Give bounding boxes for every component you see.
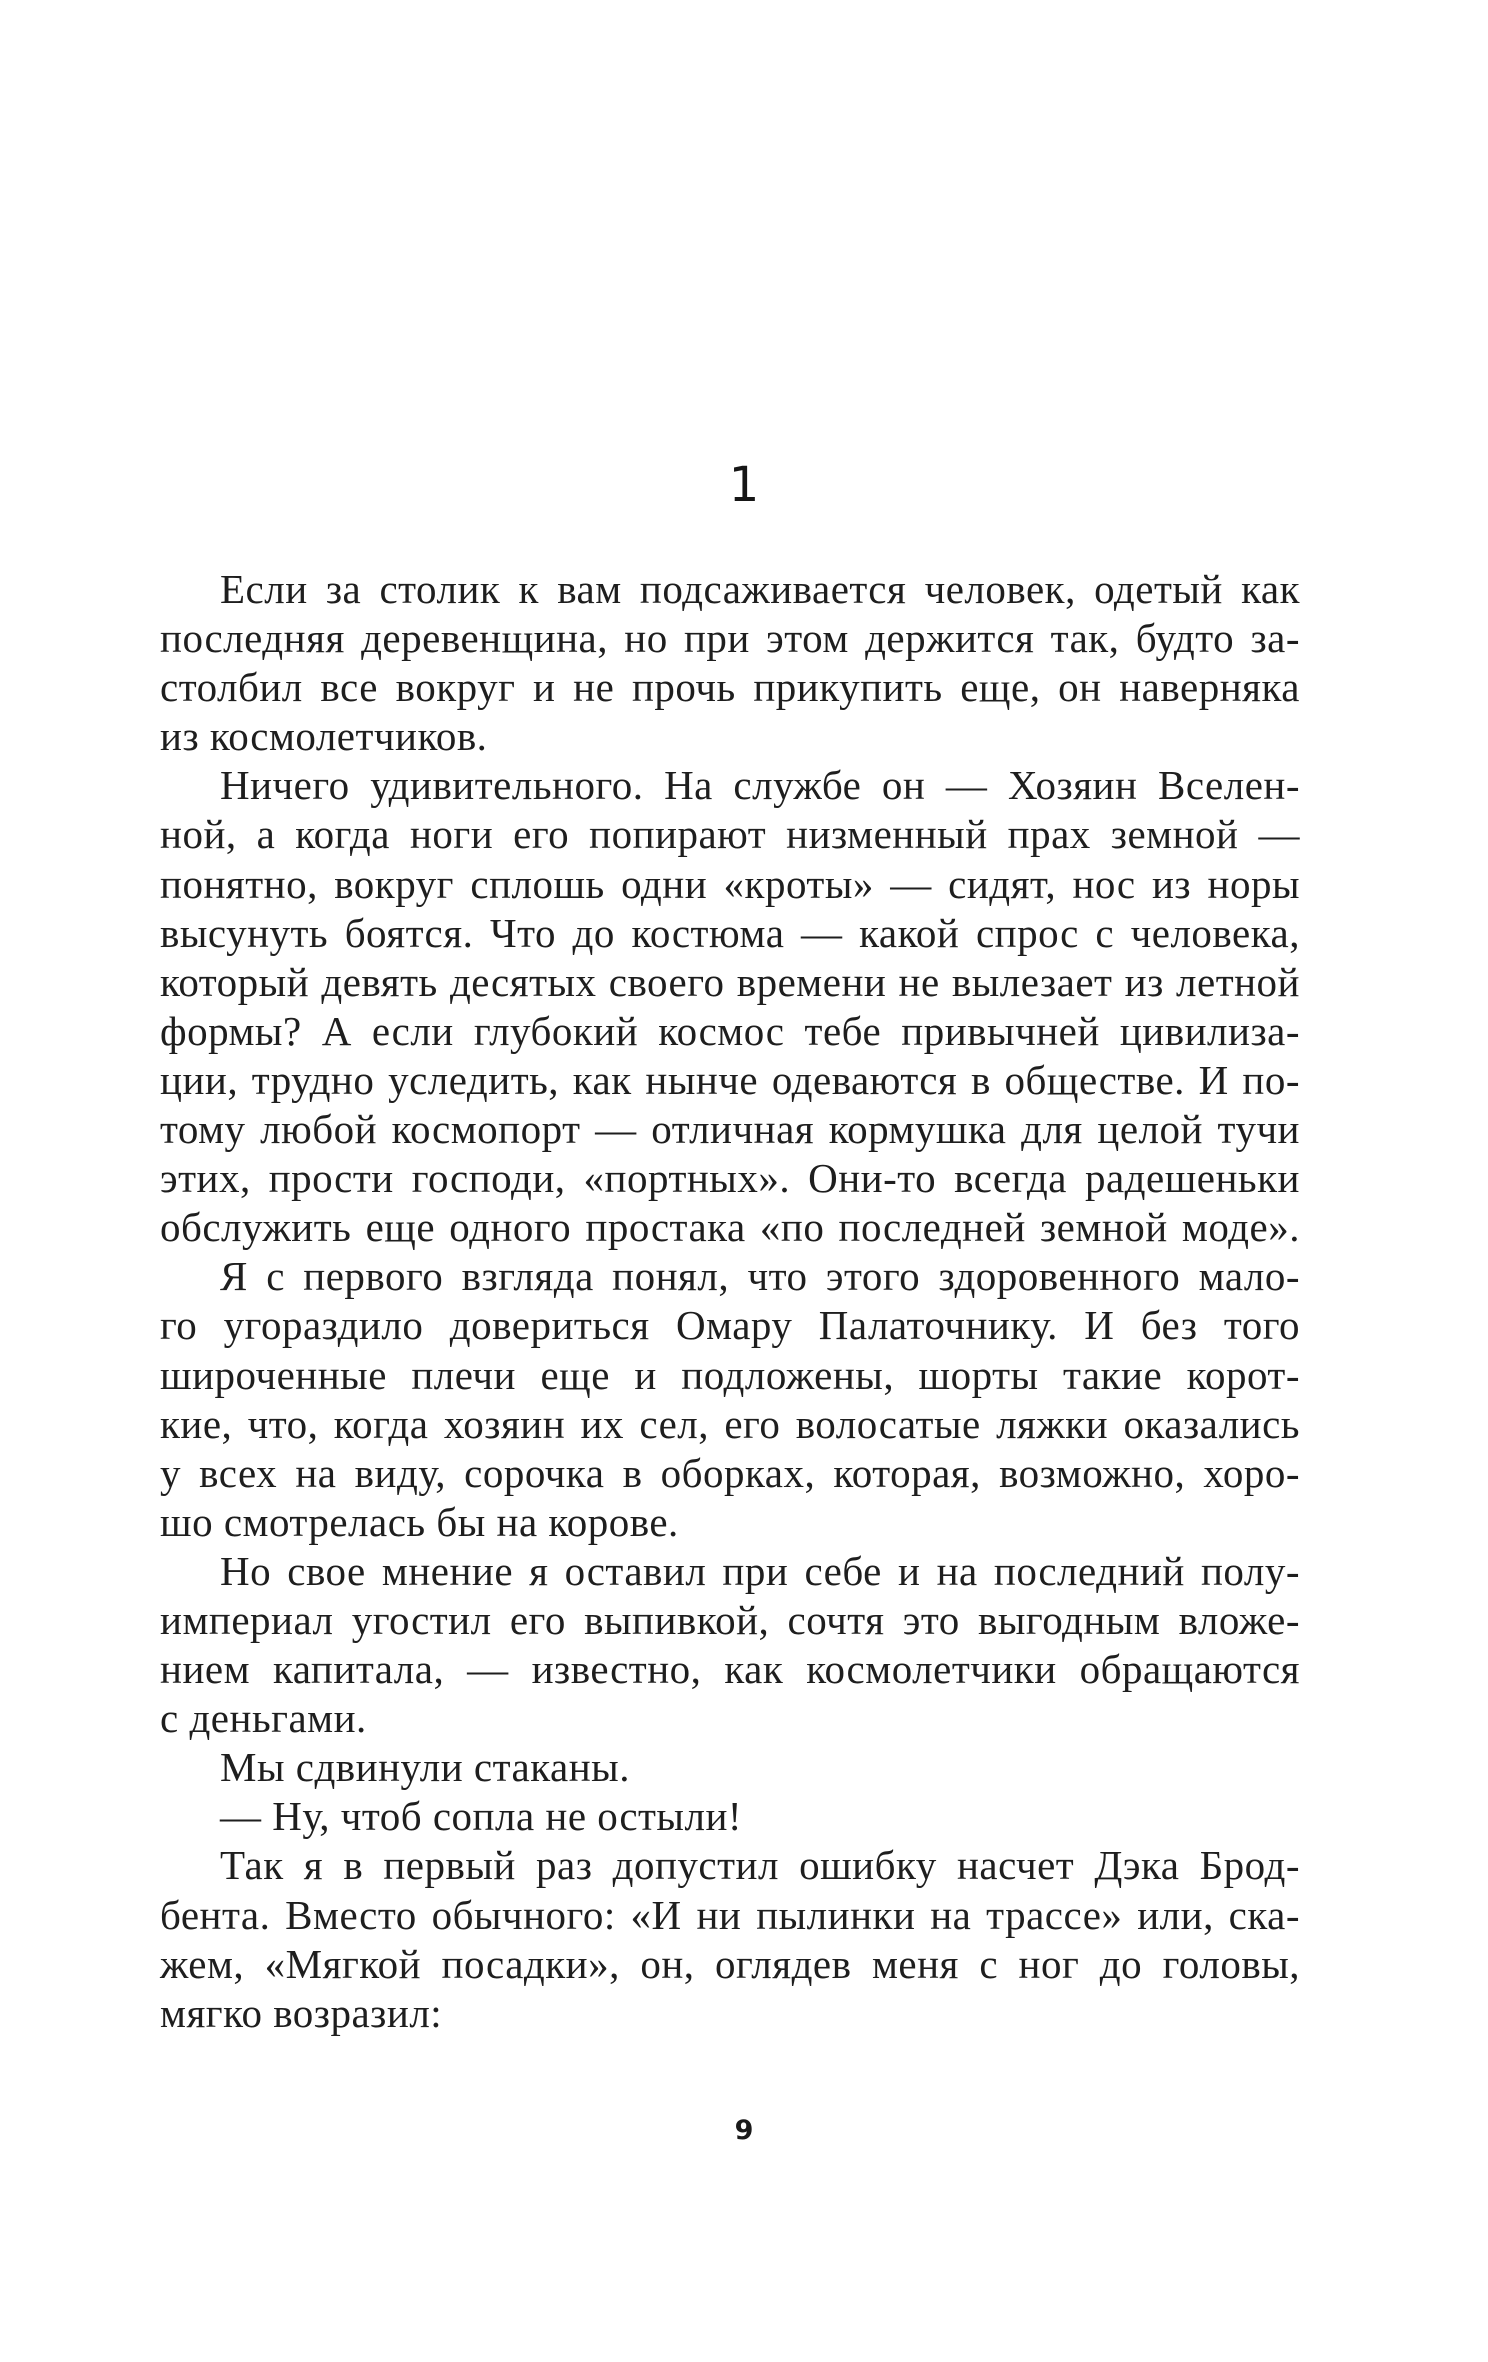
chapter-body-text	[160, 565, 1300, 2038]
text-line: Если за столик к вам подсаживается человек, одетый как	[220, 566, 1300, 612]
text-line: с деньгами.	[160, 1695, 367, 1742]
text-line: ной, а когда ноги его попирают низменный прах земной —	[160, 811, 1300, 858]
text-line: мягко возразил:	[160, 1989, 443, 2036]
text-line: последняя деревенщина, но при этом держится так, будто за-	[160, 615, 1300, 662]
text-line: империал угостил его выпивкой, сочтя это выгодным вложе-	[160, 1596, 1300, 1643]
text-line: жем, «Мягкой посадки», он, оглядев меня с ног до головы,	[160, 1940, 1300, 1987]
text-line: из космолетчиков.	[160, 713, 488, 760]
text-line: Ничего удивительного. На службе он — Хозяин Вселен-	[220, 762, 1300, 809]
text-line: у всех на виду, сорочка в оборках, которая, возможно, хоро-	[160, 1449, 1300, 1496]
chapter-number: 1	[728, 457, 760, 513]
text-line: шо смотрелась бы на корове.	[160, 1498, 679, 1545]
page-number: 9	[734, 2115, 754, 2146]
text-line: высунуть боятся. Что до костюма — какой спрос с человека,	[160, 909, 1300, 956]
text-line: столбил все вокруг и не прочь прикупить еще, он наверняка	[160, 664, 1300, 711]
text-line: Так я в первый раз допустил ошибку насчет Дэка Брод-	[220, 1842, 1300, 1889]
text-line: формы? А если глубокий космос тебе привычней цивилиза-	[160, 1007, 1300, 1054]
text-line: обслужить еще одного простака «по последней земной моде».	[160, 1204, 1300, 1251]
text-line: который девять десятых своего времени не вылезает из летной	[160, 958, 1300, 1005]
text-line: ции, трудно уследить, как нынче одеваются в обществе. И по-	[160, 1056, 1300, 1103]
text-line: нием капитала, — известно, как космолетчики обращаются	[160, 1646, 1300, 1693]
text-line: — Ну, чтоб сопла не остыли!	[220, 1793, 743, 1840]
text-line: Мы сдвинули стаканы.	[220, 1744, 630, 1791]
text-line: Я с первого взгляда понял, что этого здоровенного мало-	[220, 1253, 1300, 1300]
text-line: понятно, вокруг сплошь одни «кроты» — сидят, нос из норы	[160, 860, 1300, 907]
text-line: тому любой космопорт — отличная кормушка для целой тучи	[160, 1106, 1300, 1153]
text-line: Но свое мнение я оставил при себе и на последний полу-	[220, 1547, 1300, 1594]
text-line: го угораздило довериться Омару Палаточнику. И без того	[160, 1302, 1300, 1349]
text-line: этих, прости господи, «портных». Они-то всегда радешеньки	[160, 1155, 1300, 1202]
text-line: кие, что, когда хозяин их сел, его волосатые ляжки оказались	[160, 1400, 1300, 1447]
text-line: бента. Вместо обычного: «И ни пылинки на трассе» или, ска-	[160, 1891, 1300, 1938]
text-line: широченные плечи еще и подложены, шорты такие корот-	[160, 1351, 1300, 1398]
